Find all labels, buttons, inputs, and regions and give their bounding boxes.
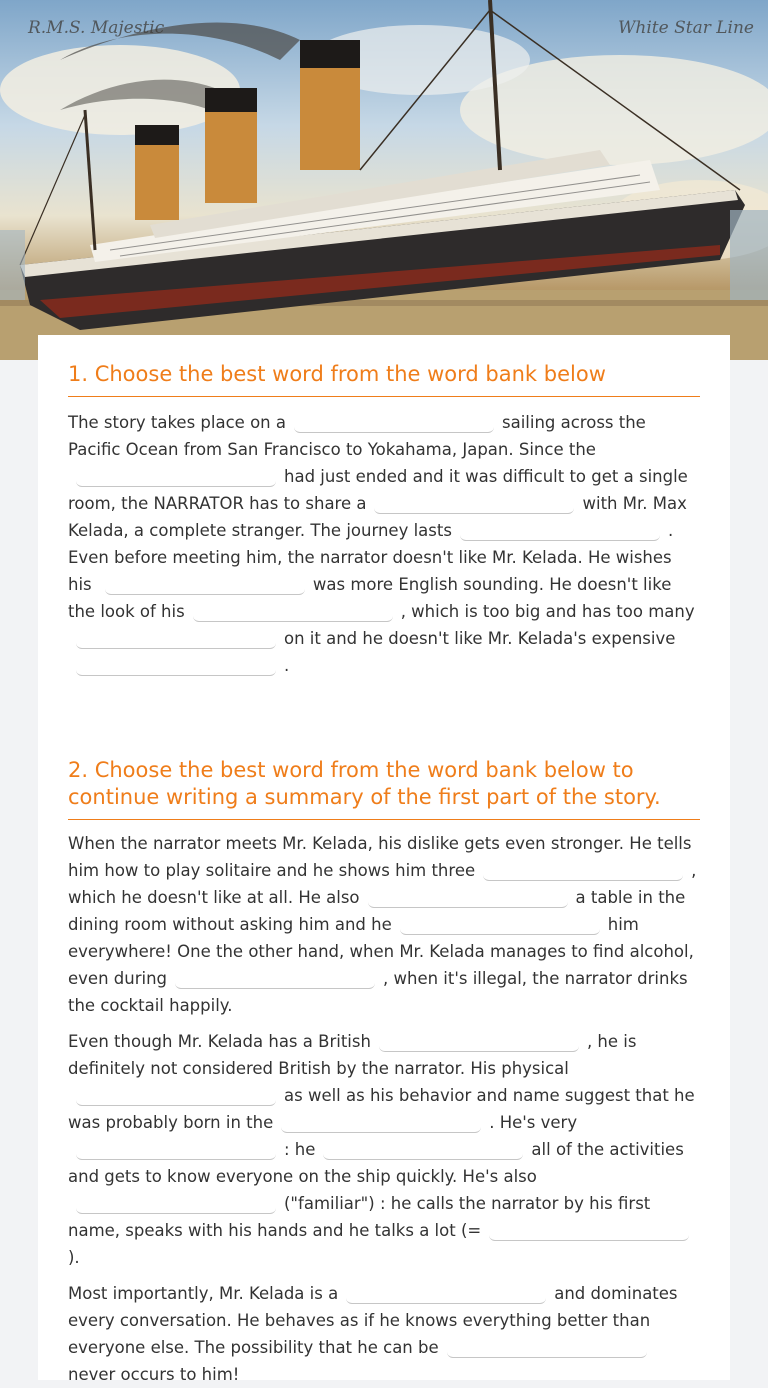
blank-input[interactable]: [379, 1031, 579, 1052]
section-2-paragraph-1: When the narrator meets Mr. Kelada, his dislike gets even stronger. He tells him how to play solitaire and he shows him three , which he doesn't like at all. He also a table in the dining room without asking him and he him everywhere! One the other hand, when Mr. Kelada manages to find alcohol, even during , when it's illegal, the narrator drinks the cocktail happily.: [68, 834, 697, 1015]
section-2-title: 2. Choose the best word from the word bank below to continue writing a summary of the first part of the story.: [68, 757, 700, 820]
section-2-paragraph-3: Most importantly, Mr. Kelada is a and dominates every conversation. He behaves as if he knows everything better than everyone else. The possibility that he can be never occurs to him!: [68, 1284, 678, 1384]
blank-input[interactable]: [175, 968, 375, 989]
header-image: [0, 0, 768, 360]
caption-ship-name: R.M.S. Majestic: [28, 18, 165, 38]
blank-input[interactable]: [105, 574, 305, 595]
worksheet-card: [38, 335, 730, 1384]
section-2: [38, 679, 730, 1388]
section-1-title: 1. Choose the best word from the word bank below: [68, 361, 700, 397]
blank-input[interactable]: [281, 1112, 481, 1133]
blank-input[interactable]: [76, 466, 276, 487]
blank-input[interactable]: [76, 1193, 276, 1214]
blank-input[interactable]: [368, 887, 568, 908]
blank-input[interactable]: [323, 1139, 523, 1160]
section-1: [38, 335, 730, 679]
blank-input[interactable]: [76, 628, 276, 649]
blank-input[interactable]: [193, 601, 393, 622]
blank-input[interactable]: [346, 1283, 546, 1304]
blank-input[interactable]: [374, 493, 574, 514]
blank-input[interactable]: [483, 860, 683, 881]
blank-input[interactable]: [400, 914, 600, 935]
section-1-paragraph: The story takes place on a sailing across the Pacific Ocean from San Francisco to Yokahama, Japan. Since the had just ended and it was difficult to get a single room, the NARRATOR has to share a with Mr. Max Kelada, a complete stranger. The journey lasts . Even before meeting him, the narrator doesn't like Mr. Kelada. He wishes his was more English sounding. He doesn't like the look of his , which is too big and has too many on it and he doesn't like Mr. Kelada's expensive .: [68, 413, 695, 675]
ship-illustration: [0, 0, 768, 360]
blank-input[interactable]: [447, 1337, 647, 1358]
blank-input[interactable]: [294, 412, 494, 433]
blank-input[interactable]: [76, 1085, 276, 1106]
blank-input[interactable]: [76, 655, 276, 676]
blank-input[interactable]: [489, 1220, 689, 1241]
blank-input[interactable]: [460, 520, 660, 541]
section-2-paragraph-2: Even though Mr. Kelada has a British , he is definitely not considered British by the narrator. His physical as well as his behavior and name suggest that he was probably born in the . He's very : he all of the activities and gets to know everyone on the ship quickly. He's also ("familiar") : he calls the narrator by his first name, speaks with his hands and he talks a lot (=).: [68, 1032, 695, 1267]
caption-line-name: White Star Line: [617, 18, 754, 38]
blank-input[interactable]: [76, 1139, 276, 1160]
